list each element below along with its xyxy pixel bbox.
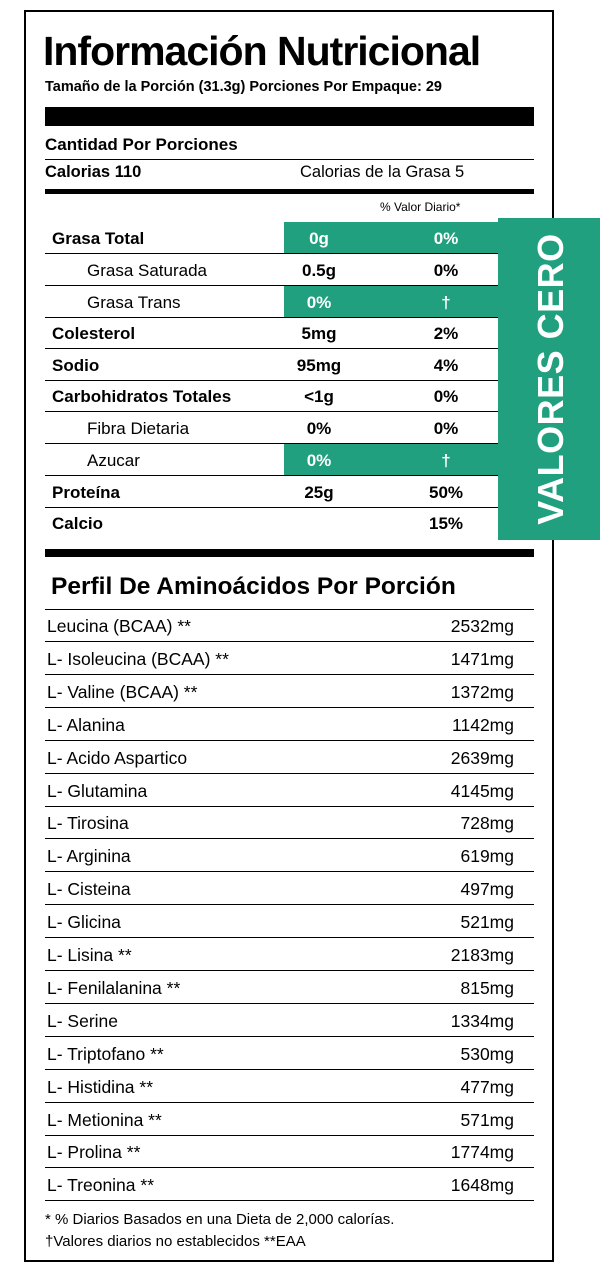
amino-acid-name: L- Alanina: [47, 714, 125, 735]
amino-acid-title: Perfil De Aminoácidos Por Porción: [51, 573, 456, 600]
nutrient-label: Calcio: [52, 514, 104, 533]
amino-acid-row: [45, 1004, 534, 1037]
nutrient-daily-value: †: [441, 451, 451, 470]
nutrient-label: Carbohidratos Totales: [52, 387, 232, 406]
amino-acid-row: [45, 741, 534, 774]
nutrient-row: [45, 380, 534, 412]
nutrient-label: Proteína: [52, 483, 121, 502]
amino-acid-value: 1471mg: [450, 648, 514, 669]
divider: [45, 159, 534, 160]
nutrient-amount: 25g: [304, 483, 334, 502]
nutrient-row: [45, 412, 534, 444]
amino-acid-row: [45, 938, 534, 971]
amino-acid-name: L- Fenilalanina **: [47, 977, 181, 998]
amino-acid-row: [45, 905, 534, 938]
amino-acid-name: L- Treonina **: [47, 1175, 155, 1196]
thick-divider-bottom: [45, 549, 534, 557]
amino-acid-value: 2183mg: [450, 945, 514, 965]
footnote-eaa: †Valores diarios no establecidos **EAA: [45, 1233, 306, 1250]
nutrient-daily-value: 2%: [433, 324, 459, 343]
nutrient-label: Grasa Saturada: [87, 261, 208, 280]
amino-acid-name: L- Lisina **: [47, 945, 132, 965]
amino-acid-value: 477mg: [460, 1076, 514, 1097]
nutrient-label: Grasa Trans: [87, 293, 181, 312]
amino-acid-row: [45, 1135, 534, 1168]
amino-acid-value: 2639mg: [450, 747, 514, 768]
amino-acid-value: 571mg: [460, 1109, 514, 1130]
nutrient-amount: 95mg: [296, 356, 342, 375]
amino-acid-row: [45, 1037, 534, 1070]
amino-acid-value: 1142mg: [452, 714, 514, 735]
amino-acid-row: [45, 642, 534, 675]
amino-acid-value: 619mg: [460, 846, 514, 867]
nutrient-row: [45, 254, 534, 286]
amino-acid-name: L- Glutamina: [47, 780, 148, 801]
amino-acid-row: [45, 708, 534, 741]
amino-acid-row: [45, 839, 534, 872]
nutrient-amount: 0.5g: [301, 261, 337, 280]
amino-acid-name: L- Histidina **: [47, 1076, 154, 1097]
amino-acid-value: 1372mg: [450, 681, 514, 702]
serving-size-line: Tamaño de la Porción (31.3g) Porciones Por Empaque: 29: [45, 79, 442, 95]
amino-acid-name: L- Arginina: [47, 846, 131, 867]
nutrient-daily-value: 0%: [433, 419, 459, 438]
amino-acid-name: L- Tirosina: [47, 813, 129, 834]
amino-acid-name: L- Prolina **: [47, 1142, 141, 1163]
nutrient-amount: 0%: [306, 293, 332, 312]
nutrient-daily-value: 50%: [428, 483, 464, 502]
divider: [45, 609, 534, 610]
nutrient-amount: <1g: [304, 387, 334, 406]
amino-acid-value: 728mg: [460, 813, 514, 834]
amino-acid-row: [45, 774, 534, 807]
label-title: Información Nutricional: [43, 28, 481, 74]
amount-per-serving-header: Cantidad Por Porciones: [45, 135, 238, 154]
nutrient-row: [45, 286, 534, 318]
amino-acid-value: 1648mg: [450, 1175, 514, 1196]
nutrient-row: [45, 444, 534, 476]
nutrient-amount: 5mg: [301, 324, 337, 343]
amino-acid-row: [45, 609, 534, 642]
nutrient-label: Colesterol: [52, 324, 136, 343]
amino-acid-row: [45, 1070, 534, 1103]
calories-value: Calorias 110: [45, 163, 142, 181]
nutrient-daily-value: 4%: [433, 356, 459, 375]
nutrient-row: [45, 349, 534, 381]
nutrient-row: [45, 317, 534, 349]
nutrient-row: [45, 507, 534, 539]
footnote-daily-values: * % Diarios Basados en una Dieta de 2,000 calorías.: [45, 1211, 395, 1228]
amino-acid-name: L- Glicina: [47, 912, 121, 933]
nutrient-amount: 0%: [306, 451, 332, 470]
amino-acid-value: 521mg: [460, 912, 514, 933]
amino-acid-row: [45, 1168, 534, 1201]
nutrient-row: [45, 476, 534, 508]
amino-acid-name: L- Metionina **: [47, 1109, 162, 1130]
amino-acid-value: 530mg: [460, 1043, 514, 1064]
amino-acid-row: [45, 872, 534, 905]
nutrient-amount: 0g: [309, 229, 329, 248]
amino-acid-value: 1774mg: [450, 1142, 514, 1163]
amino-acid-value: 497mg: [460, 879, 514, 900]
amino-acid-row: [45, 971, 534, 1004]
nutrient-daily-value: 0%: [433, 387, 459, 406]
nutrient-daily-value: 15%: [428, 514, 464, 533]
thick-divider: [45, 107, 534, 126]
amino-acid-value: 1334mg: [450, 1010, 514, 1031]
nutrient-label: Fibra Dietaria: [87, 419, 190, 438]
amino-acid-name: L- Isoleucina (BCAA) **: [47, 648, 229, 669]
daily-value-header: % Valor Diario*: [380, 200, 461, 214]
amino-acid-name: L- Serine: [47, 1010, 119, 1031]
medium-divider: [45, 189, 534, 194]
amino-acid-value: 4145mg: [450, 780, 514, 801]
nutrient-row: [45, 222, 534, 254]
amino-acid-name: L- Valine (BCAA) **: [47, 681, 198, 702]
amino-acid-name: Leucina (BCAA) **: [47, 616, 191, 636]
nutrient-label: Sodio: [52, 356, 100, 375]
amino-acid-name: L- Acido Aspartico: [47, 747, 188, 768]
nutrient-daily-value: 0%: [433, 229, 459, 248]
nutrient-label: Grasa Total: [52, 229, 145, 248]
nutrient-daily-value: 0%: [433, 261, 459, 280]
row-divider: [45, 1200, 534, 1201]
nutrient-daily-value: †: [441, 293, 451, 312]
amino-acid-name: L- Triptofano **: [47, 1043, 164, 1064]
amino-acid-name: L- Cisteina: [47, 879, 131, 900]
amino-acid-row: [45, 806, 534, 839]
amino-acid-row: [45, 1103, 534, 1136]
amino-acid-value: 2532mg: [450, 616, 514, 636]
zero-values-label: VALORES CERO: [530, 233, 571, 525]
nutrient-amount: 0%: [306, 419, 332, 438]
nutrient-label: Azucar: [87, 451, 140, 470]
calories-from-fat-value: Calorias de la Grasa 5: [300, 163, 465, 181]
amino-acid-value: 815mg: [460, 977, 514, 998]
amino-acid-row: [45, 675, 534, 708]
